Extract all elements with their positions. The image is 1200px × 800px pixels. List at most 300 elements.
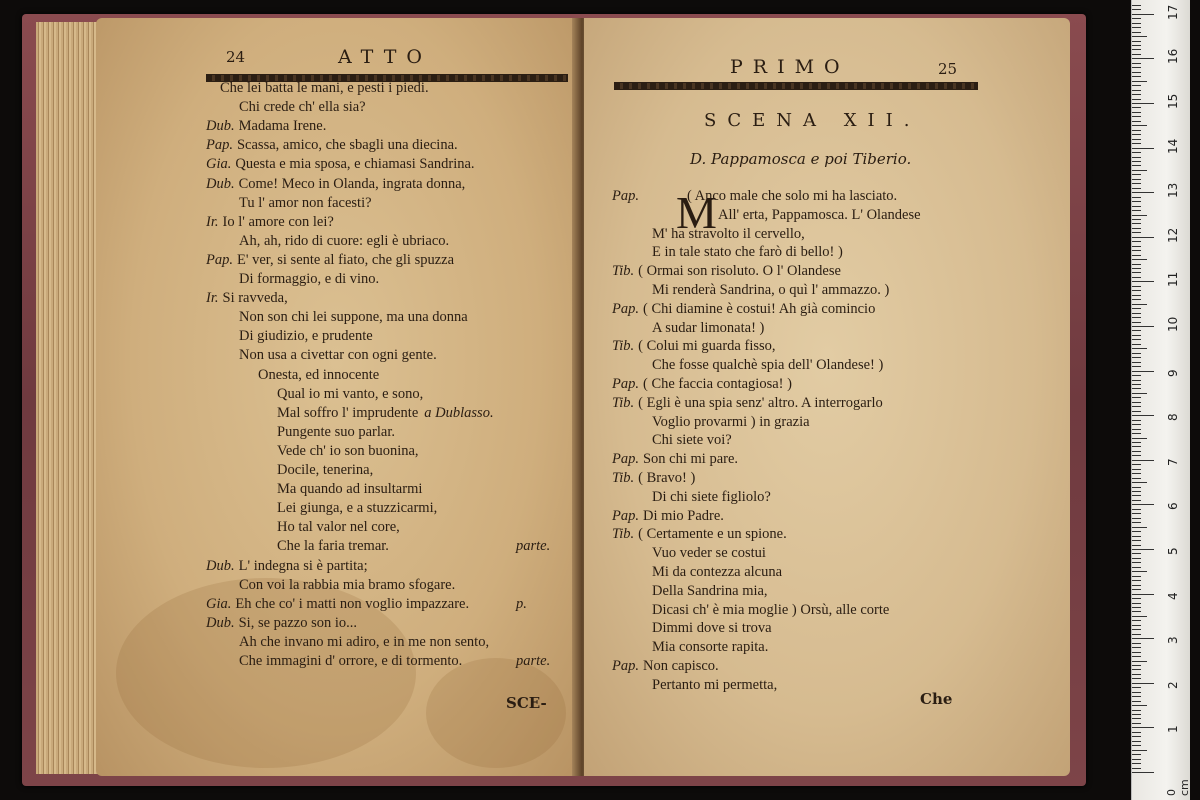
ruler-tick bbox=[1132, 139, 1141, 140]
line-text: Scassa, amico, che sbagli una diecina. bbox=[236, 137, 458, 154]
ruler-tick bbox=[1132, 603, 1141, 604]
ruler-number: 7 bbox=[1166, 458, 1180, 466]
speaker-label: Tib. bbox=[612, 338, 635, 355]
text-line bbox=[652, 357, 883, 374]
text-line bbox=[239, 653, 462, 670]
speaker-label: Pap. bbox=[206, 137, 233, 154]
ruler-tick bbox=[1132, 661, 1147, 662]
line-text: Son chi mi pare. bbox=[642, 451, 739, 468]
ruler-tick bbox=[1132, 362, 1141, 363]
speaker-label: Tib. bbox=[612, 470, 635, 486]
ruler-tick bbox=[1132, 67, 1141, 68]
line-text: Si ravveda, bbox=[222, 290, 288, 307]
text-line bbox=[206, 176, 465, 193]
ruler-number: 5 bbox=[1166, 547, 1180, 555]
text-line bbox=[277, 443, 419, 460]
ruler-tick bbox=[1132, 518, 1141, 519]
ruler-tick bbox=[1132, 134, 1141, 135]
ruler-tick bbox=[1132, 121, 1141, 122]
line-text: Vuo veder se costui bbox=[652, 545, 766, 562]
ruler-tick bbox=[1132, 63, 1141, 64]
ruler-tick bbox=[1132, 103, 1154, 104]
text-line bbox=[718, 207, 921, 224]
ruler-unit: 0 cm bbox=[1165, 779, 1191, 796]
ruler-tick bbox=[1132, 116, 1141, 117]
ruler-tick bbox=[1132, 299, 1141, 300]
text-line bbox=[239, 309, 468, 326]
line-text: Io l' amore con lei? bbox=[222, 213, 334, 230]
ruler-tick bbox=[1132, 656, 1141, 657]
ruler-tick bbox=[1132, 683, 1154, 684]
line-text: ( Che faccia contagiosa! ) bbox=[642, 376, 792, 392]
head-rule bbox=[614, 82, 978, 90]
ruler-tick bbox=[1132, 705, 1147, 706]
ruler-tick bbox=[1132, 625, 1141, 626]
text-line bbox=[612, 263, 841, 280]
line-text: Ah, ah, rido di cuore: egli è ubriaco. bbox=[239, 232, 450, 249]
ruler-tick bbox=[1132, 701, 1141, 702]
ruler-tick bbox=[1132, 232, 1141, 233]
ruler-tick bbox=[1132, 473, 1141, 474]
text-line bbox=[612, 395, 883, 412]
text-line bbox=[652, 583, 768, 600]
line-text: Di giudizio, e prudente bbox=[239, 328, 373, 345]
text-line bbox=[612, 338, 776, 355]
ruler-tick bbox=[1132, 629, 1141, 630]
ruler-tick bbox=[1132, 723, 1141, 724]
catchword: SCE- bbox=[506, 694, 547, 712]
line-text: Che fosse qualchè spia dell' Olandese! ) bbox=[652, 357, 884, 374]
ruler-tick bbox=[1132, 562, 1141, 563]
ruler-number: 16 bbox=[1166, 49, 1180, 65]
ruler-tick bbox=[1132, 161, 1141, 162]
ruler-tick bbox=[1132, 250, 1141, 251]
ruler-tick bbox=[1132, 366, 1141, 367]
ruler-tick bbox=[1132, 754, 1141, 755]
text-line bbox=[206, 137, 458, 154]
ruler-tick bbox=[1132, 308, 1141, 309]
ruler-number: 1 bbox=[1166, 725, 1180, 734]
text-line bbox=[206, 558, 368, 575]
ruler-tick bbox=[1132, 545, 1141, 546]
line-text: Chi siete voi? bbox=[652, 432, 732, 449]
line-text: Ma quando ad insultarmi bbox=[277, 481, 423, 498]
ruler-tick bbox=[1132, 433, 1141, 434]
ruler-tick bbox=[1132, 589, 1141, 590]
text-line bbox=[206, 596, 469, 613]
page-number: 25 bbox=[938, 60, 958, 78]
ruler-tick bbox=[1132, 455, 1141, 456]
text-line bbox=[277, 462, 373, 479]
ruler-tick bbox=[1132, 295, 1141, 296]
text-line bbox=[206, 118, 326, 135]
ruler-tick bbox=[1132, 397, 1141, 398]
speaker-label: Pap. bbox=[612, 658, 639, 674]
line-text: Non son chi lei suppone, ma una donna bbox=[239, 309, 468, 326]
ruler-number: 10 bbox=[1166, 316, 1180, 332]
measuring-ruler bbox=[1131, 0, 1190, 800]
ruler-tick bbox=[1132, 339, 1141, 340]
line-text: L' indegna si è partita; bbox=[238, 557, 368, 574]
ruler-tick bbox=[1132, 32, 1141, 33]
speaker-label: Pap. bbox=[206, 251, 233, 268]
line-text: Si, se pazzo son io... bbox=[238, 614, 358, 631]
ruler-tick bbox=[1132, 571, 1147, 572]
line-text: ( Colui mi guarda fisso, bbox=[638, 338, 776, 355]
ruler-tick bbox=[1132, 241, 1141, 242]
ruler-tick bbox=[1132, 607, 1141, 608]
ruler-tick bbox=[1132, 487, 1141, 488]
text-line bbox=[277, 500, 437, 517]
ruler-tick bbox=[1132, 330, 1141, 331]
text-line bbox=[277, 405, 494, 422]
text-line bbox=[612, 470, 695, 487]
text-line bbox=[612, 188, 897, 205]
ruler-tick bbox=[1132, 36, 1147, 37]
ruler-tick bbox=[1132, 313, 1141, 314]
ruler-tick bbox=[1132, 228, 1141, 229]
ruler-tick bbox=[1132, 335, 1141, 336]
ruler-tick bbox=[1132, 215, 1147, 216]
ruler-tick bbox=[1132, 768, 1141, 769]
scene-title: SCENA XII. bbox=[704, 110, 921, 131]
ruler-number: 11 bbox=[1166, 272, 1180, 288]
ruler-tick bbox=[1132, 402, 1141, 403]
speaker-label: Dub. bbox=[206, 175, 235, 192]
speaker-label: Tib. bbox=[612, 263, 635, 280]
ruler-tick bbox=[1132, 174, 1141, 175]
ruler-tick bbox=[1132, 143, 1141, 144]
text-line bbox=[239, 195, 372, 212]
ruler-tick bbox=[1132, 714, 1141, 715]
text-line bbox=[239, 634, 489, 651]
ruler-tick bbox=[1132, 745, 1141, 746]
speaker-label: Ir. bbox=[206, 213, 219, 230]
ruler-number: 17 bbox=[1166, 4, 1180, 20]
ruler-number: 14 bbox=[1166, 138, 1180, 154]
ruler-tick bbox=[1132, 107, 1141, 108]
speaker-label: Pap. bbox=[612, 188, 639, 204]
ruler-tick bbox=[1132, 429, 1141, 430]
line-text: Con voi la rabbia mia bramo sfogare. bbox=[239, 576, 456, 593]
ruler-tick bbox=[1132, 446, 1141, 447]
ruler-tick bbox=[1132, 594, 1154, 595]
ruler-tick bbox=[1132, 549, 1154, 550]
ruler-tick bbox=[1132, 567, 1141, 568]
line-text: ( Bravo! ) bbox=[638, 470, 696, 486]
text-line bbox=[652, 564, 782, 581]
text-line bbox=[239, 347, 437, 364]
ruler-tick bbox=[1132, 464, 1141, 465]
line-text: Che lei batta le mani, e pesti i piedi. bbox=[220, 80, 429, 96]
ruler-tick bbox=[1132, 148, 1154, 149]
catchword: Che bbox=[920, 690, 953, 708]
ruler-tick bbox=[1132, 741, 1141, 742]
ruler-tick bbox=[1132, 5, 1141, 6]
ruler-tick bbox=[1132, 442, 1141, 443]
ruler-tick bbox=[1132, 18, 1141, 19]
text-line bbox=[206, 252, 454, 269]
text-line bbox=[612, 451, 738, 468]
ruler-tick bbox=[1132, 638, 1154, 639]
ruler-tick bbox=[1132, 692, 1141, 693]
ruler-number: 8 bbox=[1166, 413, 1180, 422]
speaker-label: Pap. bbox=[612, 376, 639, 392]
speaker-label: Gia. bbox=[206, 595, 232, 612]
ruler-tick bbox=[1132, 611, 1141, 612]
ruler-tick bbox=[1132, 732, 1141, 733]
ruler-tick bbox=[1132, 90, 1141, 91]
ruler-tick bbox=[1132, 620, 1141, 621]
speaker-label: Gia. bbox=[206, 156, 232, 173]
ruler-tick bbox=[1132, 718, 1141, 719]
line-text: E' ver, si sente al fiato, che gli spuzza bbox=[236, 251, 455, 268]
line-text: Tu l' amor non facesti? bbox=[239, 194, 372, 211]
speaker-label: Dub. bbox=[206, 118, 235, 135]
ruler-tick bbox=[1132, 540, 1141, 541]
text-line bbox=[652, 545, 766, 562]
ruler-tick bbox=[1132, 380, 1141, 381]
line-text: Madama Irene. bbox=[238, 118, 327, 135]
text-line bbox=[206, 290, 288, 307]
ruler-tick bbox=[1132, 585, 1141, 586]
line-text: ( Certamente e un spione. bbox=[638, 526, 787, 543]
line-text: ( Ormai son risoluto. O l' Olandese bbox=[638, 263, 841, 280]
ruler-number: 6 bbox=[1166, 502, 1180, 511]
running-head: PRIMO bbox=[730, 56, 850, 78]
text-line bbox=[612, 376, 792, 393]
text-line bbox=[652, 677, 777, 694]
ruler-tick bbox=[1132, 678, 1141, 679]
ruler-tick bbox=[1132, 348, 1147, 349]
speaker-label: Tib. bbox=[612, 394, 635, 411]
ruler-tick bbox=[1132, 665, 1141, 666]
ruler-tick bbox=[1132, 27, 1141, 28]
ruler-tick bbox=[1132, 206, 1141, 207]
line-text: E in tale stato che farò di bello! ) bbox=[652, 244, 843, 261]
ruler-tick bbox=[1132, 616, 1147, 617]
ruler-tick bbox=[1132, 125, 1147, 126]
ruler-tick bbox=[1132, 322, 1141, 323]
line-text: Di mio Padre. bbox=[642, 507, 724, 524]
line-text: Ho tal valor nel core, bbox=[277, 519, 400, 536]
speaker-label: Pap. bbox=[612, 300, 639, 317]
ruler-tick bbox=[1132, 192, 1154, 193]
ruler-number: 9 bbox=[1166, 368, 1180, 377]
ruler-tick bbox=[1132, 527, 1147, 528]
ruler-tick bbox=[1132, 99, 1141, 100]
page-number: 24 bbox=[226, 48, 246, 66]
ruler-tick bbox=[1132, 424, 1141, 425]
text-line bbox=[277, 386, 423, 403]
ruler-tick bbox=[1132, 326, 1154, 327]
ruler-tick bbox=[1132, 237, 1154, 238]
ruler-tick bbox=[1132, 763, 1141, 764]
ruler-tick bbox=[1132, 219, 1141, 220]
text-line bbox=[277, 481, 422, 498]
line-text: Docile, tenerina, bbox=[277, 462, 374, 478]
text-line bbox=[652, 639, 768, 656]
ruler-tick bbox=[1132, 710, 1141, 711]
speaker-label: Pap. bbox=[612, 507, 639, 524]
ruler-tick bbox=[1132, 157, 1141, 158]
text-line bbox=[652, 414, 810, 431]
line-text: Mi da contezza alcuna bbox=[652, 564, 783, 580]
ruler-tick bbox=[1132, 451, 1141, 452]
ruler-tick bbox=[1132, 420, 1141, 421]
ruler-tick bbox=[1132, 469, 1141, 470]
line-text: Lei giunga, e a stuzzicarmi, bbox=[277, 500, 438, 517]
ruler-tick bbox=[1132, 674, 1141, 675]
ruler-tick bbox=[1132, 179, 1141, 180]
text-line bbox=[652, 602, 889, 619]
text-line bbox=[239, 577, 455, 594]
line-text: ( Anco male che solo mi ha lasciato. bbox=[686, 188, 898, 204]
ruler-tick bbox=[1132, 41, 1141, 42]
ruler-tick bbox=[1132, 317, 1141, 318]
text-line bbox=[612, 508, 724, 525]
text-line bbox=[277, 424, 395, 441]
ruler-tick bbox=[1132, 112, 1141, 113]
ruler-tick bbox=[1132, 255, 1141, 256]
text-line bbox=[612, 526, 787, 543]
text-line bbox=[206, 156, 475, 173]
ruler-tick bbox=[1132, 388, 1141, 389]
line-text: Vede ch' io son buonina, bbox=[277, 442, 419, 459]
ruler-tick bbox=[1132, 522, 1141, 523]
ruler-tick bbox=[1132, 197, 1141, 198]
ruler-tick bbox=[1132, 223, 1141, 224]
ruler-tick bbox=[1132, 727, 1154, 728]
speaker-label: Dub. bbox=[206, 614, 235, 631]
line-text: Voglio provarmi ) in grazia bbox=[652, 413, 810, 430]
ruler-tick bbox=[1132, 49, 1141, 50]
line-text: Che immagini d' orrore, e di tormento. bbox=[239, 653, 463, 669]
ruler-tick bbox=[1132, 647, 1141, 648]
ruler-tick bbox=[1132, 277, 1141, 278]
ruler-tick bbox=[1132, 130, 1141, 131]
ruler-number: 4 bbox=[1166, 591, 1180, 600]
line-text: Mia consorte rapita. bbox=[652, 639, 769, 656]
ruler-tick bbox=[1132, 491, 1141, 492]
text-line bbox=[239, 271, 379, 288]
ruler-tick bbox=[1132, 558, 1141, 559]
line-text: Mi renderà Sandrina, o quì l' ammazzo. ) bbox=[652, 282, 890, 298]
text-line bbox=[652, 282, 889, 299]
line-text: M' ha stravolto il cervello, bbox=[652, 225, 805, 242]
speaker-label: Dub. bbox=[206, 557, 235, 574]
line-text: Di chi siete figliolo? bbox=[652, 488, 771, 505]
text-line bbox=[220, 80, 429, 97]
ruler-tick bbox=[1132, 513, 1141, 514]
ruler-tick bbox=[1132, 643, 1141, 644]
text-line bbox=[652, 226, 805, 243]
line-text: Della Sandrina mia, bbox=[652, 582, 768, 599]
ruler-tick bbox=[1132, 210, 1141, 211]
ruler-tick bbox=[1132, 264, 1141, 265]
text-line bbox=[277, 519, 400, 536]
text-line bbox=[652, 620, 772, 637]
ruler-tick bbox=[1132, 634, 1141, 635]
ruler-tick bbox=[1132, 553, 1141, 554]
ruler-tick bbox=[1132, 45, 1141, 46]
line-text: ( Egli è una spia senz' altro. A interrogarlo bbox=[638, 394, 883, 411]
ruler-tick bbox=[1132, 76, 1141, 77]
text-line bbox=[206, 214, 334, 231]
ruler-tick bbox=[1132, 580, 1141, 581]
ruler-tick bbox=[1132, 438, 1147, 439]
ruler-tick bbox=[1132, 750, 1147, 751]
ruler-tick bbox=[1132, 669, 1141, 670]
water-stain bbox=[426, 658, 566, 768]
ruler-tick bbox=[1132, 304, 1147, 305]
ruler-tick bbox=[1132, 478, 1141, 479]
ruler-tick bbox=[1132, 406, 1141, 407]
ruler-tick bbox=[1132, 165, 1141, 166]
line-text: Chi crede ch' ella sia? bbox=[239, 99, 366, 116]
scene-characters: D. Pappamosca e poi Tiberio. bbox=[690, 150, 912, 168]
ruler-tick bbox=[1132, 272, 1141, 273]
ruler-tick bbox=[1132, 531, 1141, 532]
line-text: Questa e mia sposa, e chiamasi Sandrina. bbox=[235, 156, 475, 173]
ruler-tick bbox=[1132, 500, 1141, 501]
drop-capital: M bbox=[676, 187, 717, 238]
ruler-tick bbox=[1132, 371, 1154, 372]
stage-direction: p. bbox=[516, 595, 527, 612]
ruler-tick bbox=[1132, 14, 1154, 15]
ruler-number: 12 bbox=[1166, 227, 1180, 243]
line-text: Ah che invano mi adiro, e in me non sento, bbox=[239, 633, 490, 650]
stage-direction: parte. bbox=[516, 653, 551, 669]
ruler-tick bbox=[1132, 268, 1141, 269]
text-line bbox=[652, 489, 771, 506]
line-text: Onesta, ed innocente bbox=[258, 366, 380, 383]
ruler-tick bbox=[1132, 246, 1141, 247]
ruler-tick bbox=[1132, 290, 1141, 291]
line-text: A sudar limonata! ) bbox=[652, 319, 765, 336]
line-text: Non capisco. bbox=[642, 658, 719, 674]
stage-direction: parte. bbox=[516, 538, 551, 555]
ruler-tick bbox=[1132, 183, 1141, 184]
text-line bbox=[239, 99, 366, 116]
text-line bbox=[652, 320, 764, 337]
left-page bbox=[96, 18, 576, 776]
text-line bbox=[258, 367, 379, 384]
line-text: Di formaggio, e di vino. bbox=[239, 271, 380, 287]
line-text: Dicasi ch' è mia moglie ) Orsù, alle corte bbox=[652, 601, 890, 618]
ruler-tick bbox=[1132, 415, 1154, 416]
ruler-tick bbox=[1132, 375, 1141, 376]
ruler-tick bbox=[1132, 286, 1141, 287]
ruler-tick bbox=[1132, 23, 1141, 24]
ruler-tick bbox=[1132, 188, 1141, 189]
ruler-tick bbox=[1132, 536, 1141, 537]
ruler-tick bbox=[1132, 495, 1141, 496]
text-line bbox=[612, 658, 719, 675]
ruler-number: 15 bbox=[1166, 93, 1180, 109]
ruler-tick bbox=[1132, 259, 1147, 260]
line-text: Non usa a civettar con ogni gente. bbox=[239, 347, 437, 364]
text-line bbox=[277, 538, 389, 555]
ruler-tick bbox=[1132, 170, 1147, 171]
line-text: All' erta, Pappamosca. L' Olandese bbox=[718, 206, 921, 223]
ruler-tick bbox=[1132, 81, 1147, 82]
ruler-tick bbox=[1132, 393, 1147, 394]
ruler-tick bbox=[1132, 54, 1141, 55]
text-line bbox=[206, 615, 357, 632]
line-text: Come! Meco in Olanda, ingrata donna, bbox=[238, 175, 466, 192]
ruler-tick bbox=[1132, 482, 1147, 483]
